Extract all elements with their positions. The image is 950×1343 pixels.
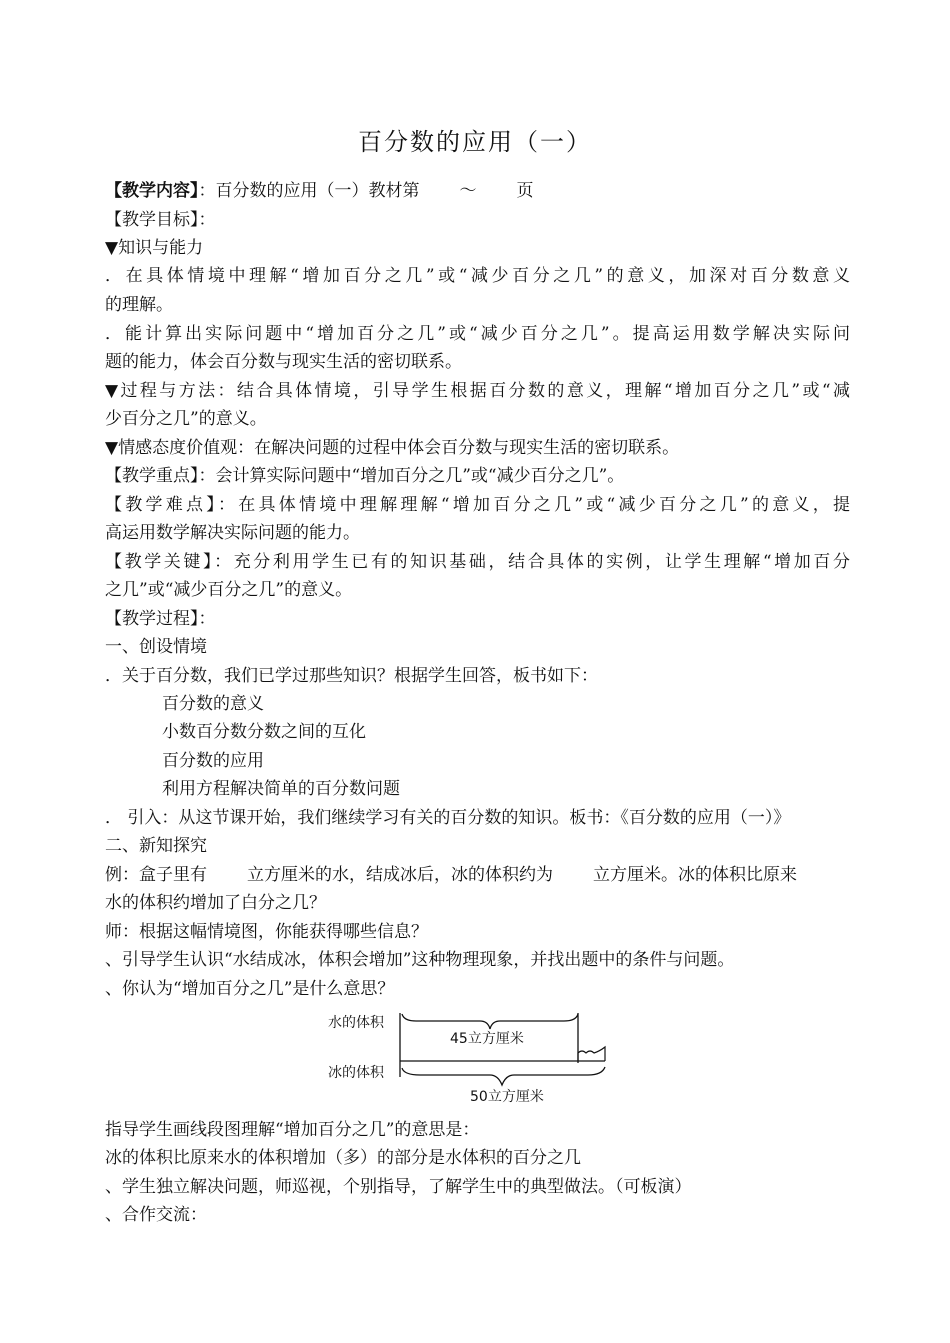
section-heading: 二、新知探究: [105, 836, 207, 856]
content-line: 题的能力，体会百分数与现实生活的密切联系。: [105, 352, 462, 372]
ice-volume-value: 50立方厘米: [470, 1089, 544, 1105]
content-line: 水的体积约增加了白分之几？: [105, 893, 326, 913]
content-line: 【教学目标】：: [105, 210, 216, 230]
content-line: ．关于百分数，我们已学过那些知识？根据学生回答，板书如下：: [105, 666, 598, 686]
content-line: ▼情感态度价值观：在解决问题的过程中体会百分数与现实生活的密切联系。: [105, 438, 680, 458]
content-line: 【教学难点】：在具体情境中理解理解“增加百分之几”或“减少百分之几”的意义，提: [105, 495, 850, 515]
board-item: 百分数的应用: [162, 751, 264, 771]
content-line: ▼知识与能力: [105, 238, 204, 258]
line-segment-diagram: [320, 1005, 620, 1105]
example-line: 例：盒子里有 立方厘米的水，结成冰后，冰的体积约为 立方厘米。冰的体积比原来: [105, 865, 797, 885]
content-line: 指导学生画线段图理解“增加百分之几”的意思是：: [105, 1120, 480, 1140]
content-line: 【教学重点】：会计算实际问题中“增加百分之几”或“减少百分之几”。: [105, 466, 625, 486]
content-line: 之几”或“减少百分之几”的意义。: [105, 580, 353, 600]
content-line: 的理解。: [105, 295, 173, 315]
board-item: 百分数的意义: [162, 694, 264, 714]
board-item: 小数百分数分数之间的互化: [162, 722, 366, 742]
content-line: 师：根据这幅情境图，你能获得哪些信息？: [105, 922, 428, 942]
content-line: 【教学内容】：百分数的应用（一）教材第 ～ 页: [105, 181, 534, 201]
ice-brace: [402, 1067, 605, 1085]
content-line: ．在具体情境中理解“增加百分之几”或“减少百分之几”的意义，加深对百分数意义: [105, 266, 850, 286]
content-line: 冰的体积比原来水的体积增加（多）的部分是水体积的百分之几: [105, 1148, 581, 1168]
water-brace: [402, 1014, 578, 1029]
content-line: ▼过程与方法：结合具体情境，引导学生根据百分数的意义，理解“增加百分之几”或“减: [105, 381, 850, 401]
content-line: 高运用数学解决实际问题的能力。: [105, 523, 360, 543]
content-line: 、你认为“增加百分之几”是什么意思？: [105, 979, 395, 999]
board-item: 利用方程解决简单的百分数问题: [162, 779, 400, 799]
section-heading: 一、创设情境: [105, 637, 207, 657]
document-title: 百分数的应用（一）: [358, 128, 592, 156]
content-line: ． 引入：从这节课开始，我们继续学习有关的百分数的知识。板书：《百分数的应用（一）》: [105, 808, 791, 828]
water-volume-value: 45立方厘米: [450, 1031, 524, 1047]
content-line: 、学生独立解决问题，师巡视，个别指导，了解学生中的典型做法。（可板演）: [105, 1177, 692, 1197]
content-line: 【教学关键】：充分利用学生已有的知识基础，结合具体的实例，让学生理解“增加百分: [105, 552, 850, 572]
increase-part-mark: [578, 1047, 605, 1061]
content-line: ．能计算出实际问题中“增加百分之几”或“减少百分之几”。提高运用数学解决实际问: [105, 324, 850, 344]
content-line: 【教学过程】：: [105, 609, 216, 629]
ice-volume-label: 冰的体积: [328, 1065, 384, 1081]
content-line: 、引导学生认识“水结成冰，体积会增加”这种物理现象，并找出题中的条件与问题。: [105, 950, 735, 970]
water-volume-label: 水的体积: [328, 1015, 384, 1031]
content-line: 、合作交流：: [105, 1205, 207, 1225]
content-line: 少百分之几”的意义。: [105, 409, 267, 429]
